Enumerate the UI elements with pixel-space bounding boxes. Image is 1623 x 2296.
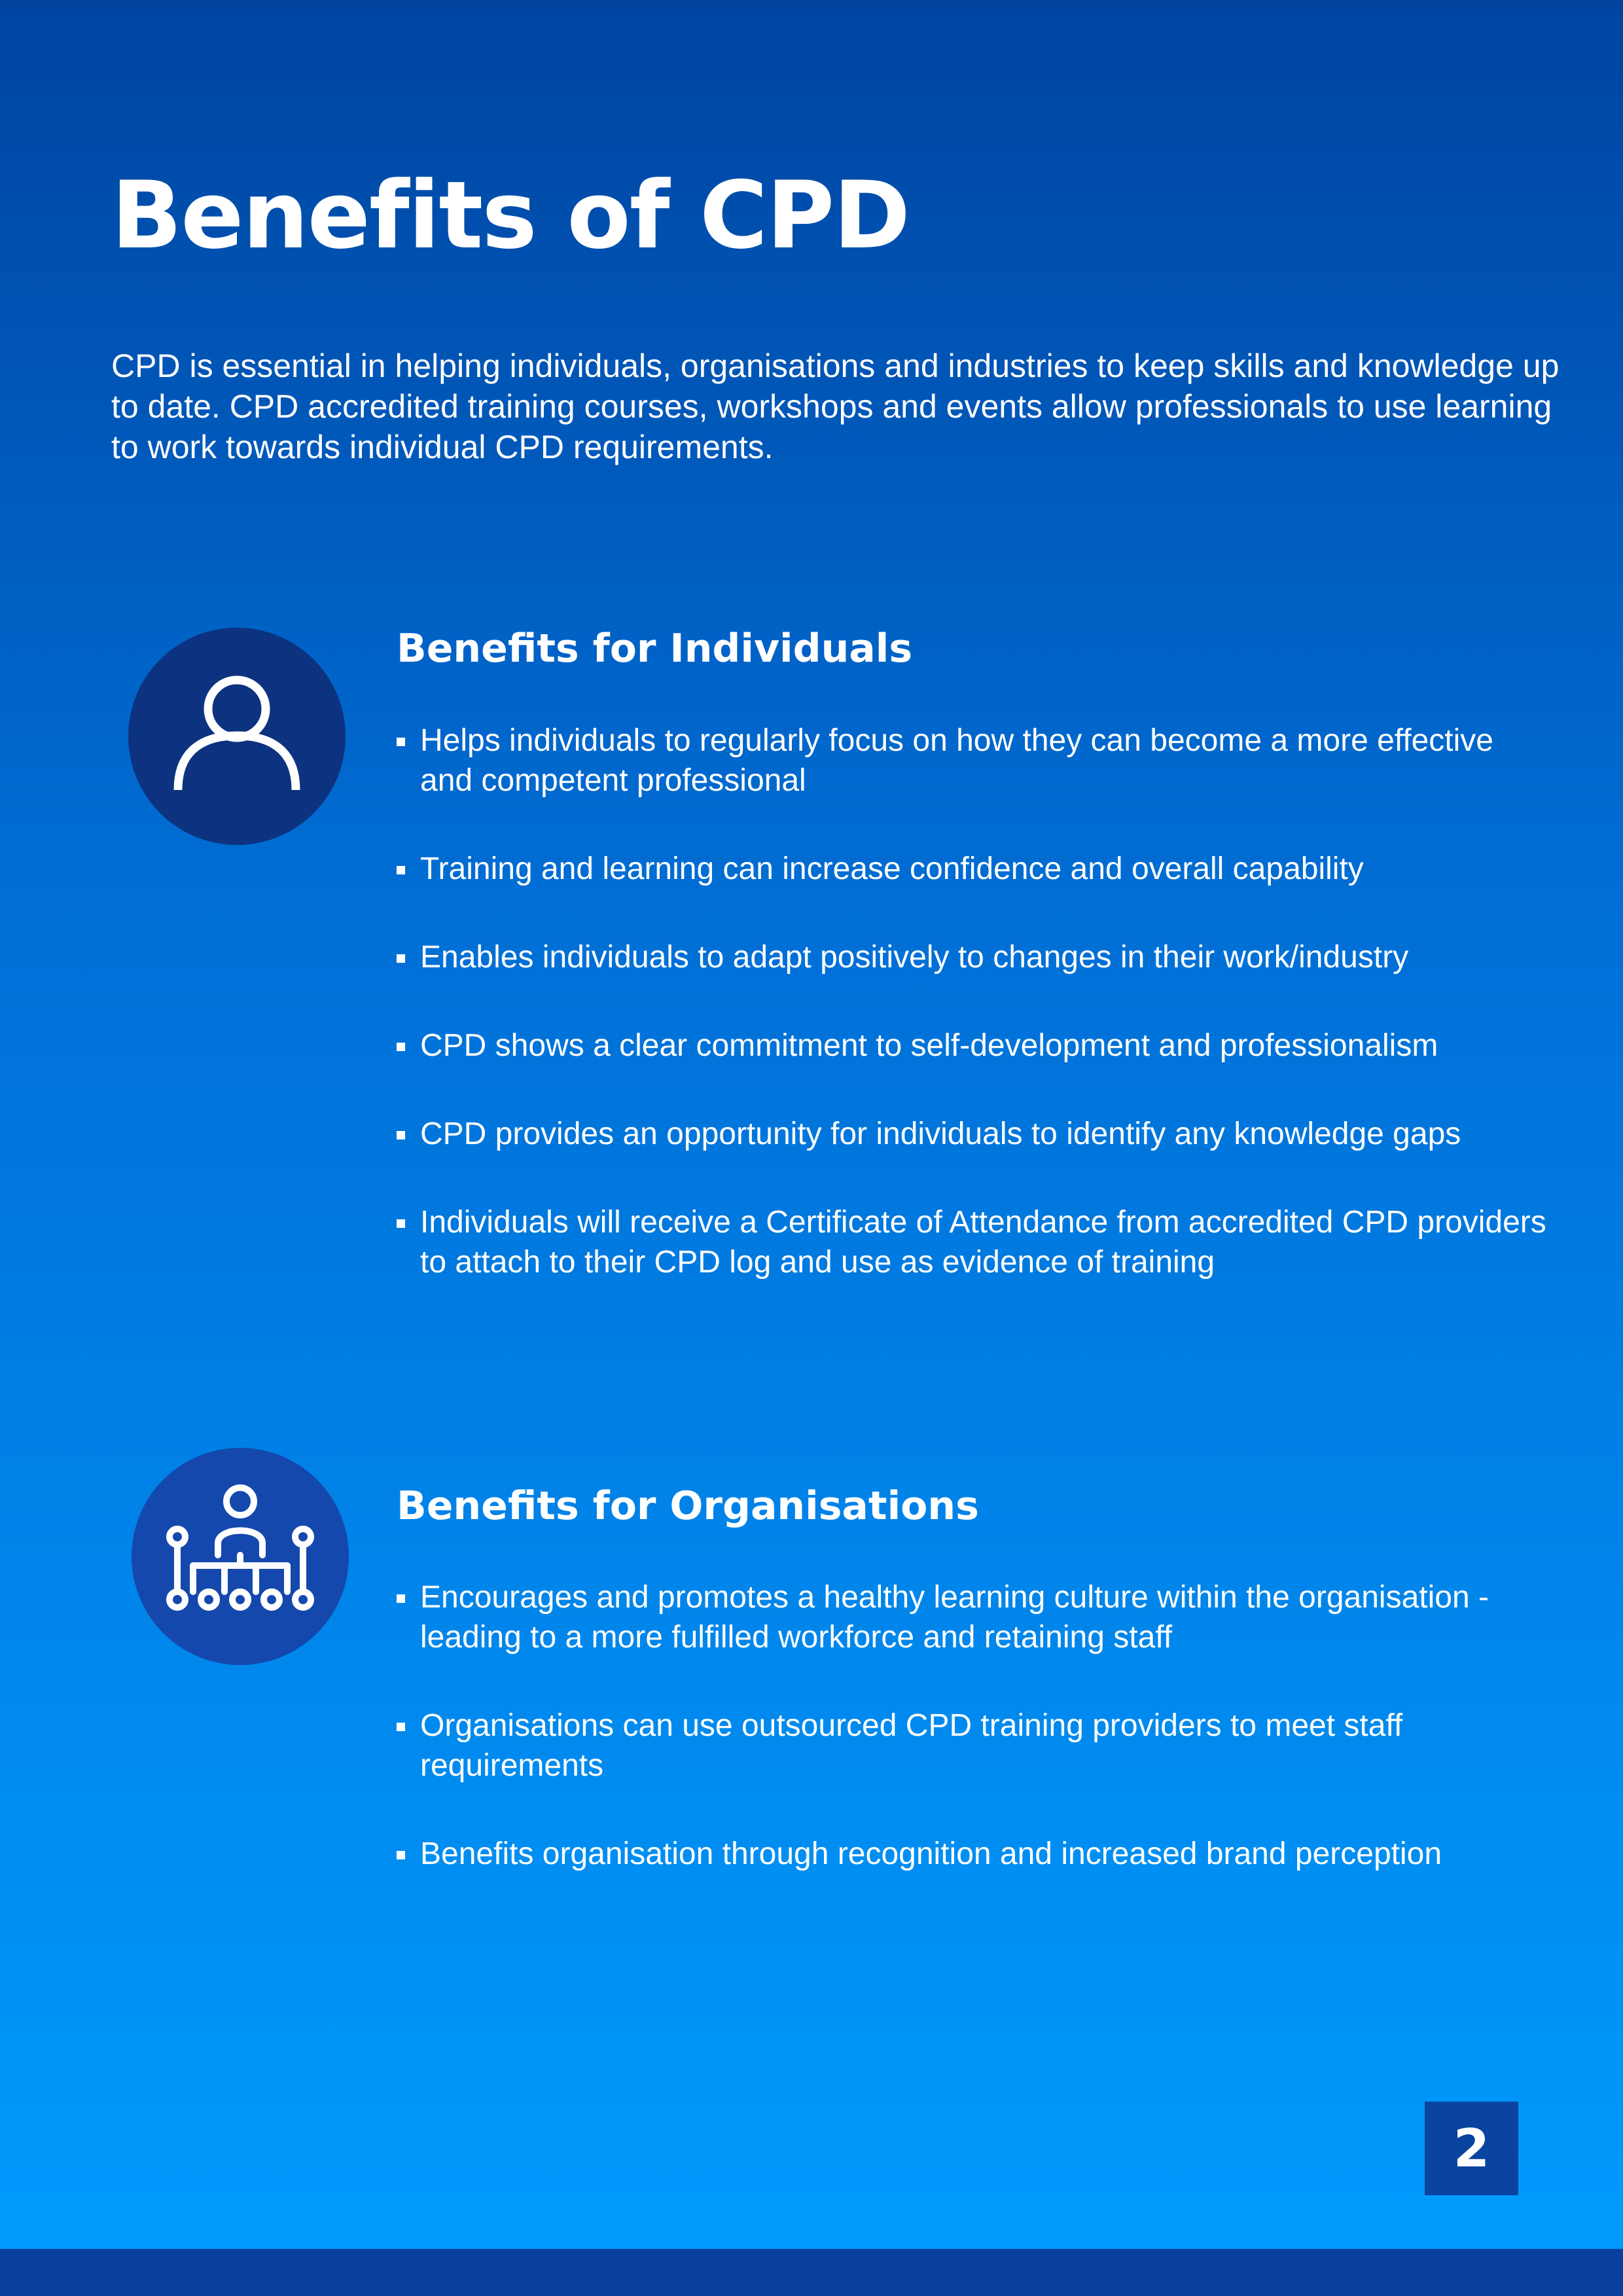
list-item xyxy=(397,937,1548,1026)
footer-bar xyxy=(0,2249,1623,2296)
organisation-network-icon xyxy=(132,1448,349,1665)
bullet-marker xyxy=(397,866,405,874)
list-item-text: Benefits organisation through recognition and increased brand perception xyxy=(420,1837,1442,1871)
list-item xyxy=(397,1026,1548,1114)
page-number: 2 xyxy=(1425,2102,1518,2195)
list-item xyxy=(397,721,1548,849)
bullet-marker xyxy=(397,738,405,746)
organisations-benefits-list xyxy=(397,1577,1548,1880)
bullet-marker xyxy=(397,1851,405,1859)
list-item-text: Individuals will receive a Certificate of Attendance from accredited CPD providers to attach to their CPD log and use as evidence of training xyxy=(420,1205,1546,1280)
page-title: Benefits of CPD xyxy=(111,162,910,270)
list-item xyxy=(397,1706,1548,1834)
list-item-text: Training and learning can increase confidence and overall capability xyxy=(420,852,1364,886)
list-item-text: CPD shows a clear commitment to self-development and professionalism xyxy=(420,1028,1438,1063)
person-icon xyxy=(128,628,346,845)
list-item-text: Helps individuals to regularly focus on how they can become a more effective and competent professional xyxy=(420,723,1493,798)
bullet-marker xyxy=(397,954,405,963)
individuals-benefits-list xyxy=(397,721,1548,1287)
list-item xyxy=(397,1202,1548,1287)
list-item xyxy=(397,849,1548,937)
list-item-text: CPD provides an opportunity for individuals to identify any knowledge gaps xyxy=(420,1117,1461,1151)
list-item xyxy=(397,1577,1548,1706)
intro-paragraph: CPD is essential in helping individuals, organisations and industries to keep skills and knowledge up to date. CPD accredited training courses, workshops and events allow professionals to use learning to work towards individual CPD requirements. xyxy=(111,348,1560,465)
section-heading-individuals: Benefits for Individuals xyxy=(397,626,913,672)
bullet-marker xyxy=(397,1043,405,1051)
section-heading-organisations: Benefits for Organisations xyxy=(397,1483,979,1529)
bullet-marker xyxy=(397,1594,405,1603)
bullet-marker xyxy=(397,1131,405,1139)
list-item xyxy=(397,1834,1548,1880)
list-item-text: Encourages and promotes a healthy learning culture within the organisation - leading to a more fulfilled workforce and retaining staff xyxy=(420,1580,1489,1655)
list-item-text: Organisations can use outsourced CPD training providers to meet staff requirements xyxy=(420,1708,1403,1783)
bullet-marker xyxy=(397,1723,405,1731)
list-item-text: Enables individuals to adapt positively to changes in their work/industry xyxy=(420,940,1409,975)
list-item xyxy=(397,1114,1548,1202)
bullet-marker xyxy=(397,1219,405,1228)
